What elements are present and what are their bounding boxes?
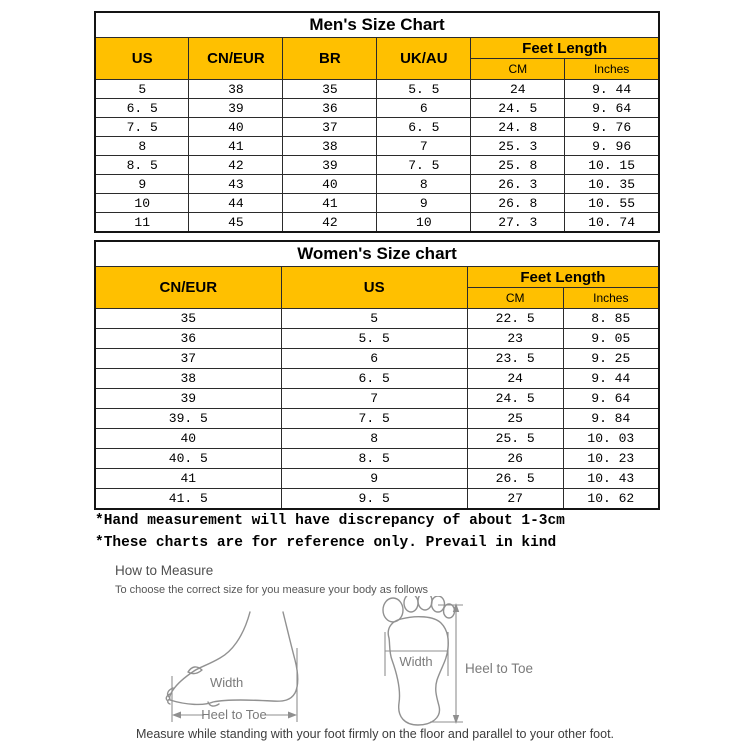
foot-side-sketch xyxy=(166,612,297,706)
womens-table-title: Women's Size chart xyxy=(95,241,659,267)
table-cell: 8. 5 xyxy=(281,449,467,469)
table-cell: 41 xyxy=(189,137,283,156)
table-cell: 42 xyxy=(189,156,283,175)
table-cell: 41. 5 xyxy=(95,489,281,510)
table-cell: 6. 5 xyxy=(95,99,189,118)
table-cell: 9. 76 xyxy=(565,118,659,137)
table-cell: 9 xyxy=(377,194,471,213)
table-cell: 44 xyxy=(189,194,283,213)
table-row xyxy=(95,213,659,233)
table-cell: 9. 25 xyxy=(563,349,659,369)
column-header-us: US xyxy=(95,38,189,80)
table-cell: 10. 15 xyxy=(565,156,659,175)
table-cell: 10 xyxy=(377,213,471,233)
table-row xyxy=(95,118,659,137)
table-cell: 7. 5 xyxy=(281,409,467,429)
table-row xyxy=(95,449,659,469)
table-cell: 9. 44 xyxy=(565,80,659,99)
table-cell: 9. 64 xyxy=(563,389,659,409)
table-cell: 36 xyxy=(95,329,281,349)
table-cell: 27. 3 xyxy=(471,213,565,233)
table-cell: 40 xyxy=(283,175,377,194)
table-cell: 24 xyxy=(471,80,565,99)
table-cell: 9 xyxy=(281,469,467,489)
column-header-cn-eur: CN/EUR xyxy=(95,267,281,309)
table-cell: 10. 55 xyxy=(565,194,659,213)
table-cell: 9. 05 xyxy=(563,329,659,349)
how-to-measure-subtitle: To choose the correct size for you measure your body as follows xyxy=(115,584,429,596)
table-cell: 24. 8 xyxy=(471,118,565,137)
table-row xyxy=(95,194,659,213)
table-cell: 39 xyxy=(189,99,283,118)
table-cell: 11 xyxy=(95,213,189,233)
table-cell: 36 xyxy=(283,99,377,118)
table-row xyxy=(95,99,659,118)
table-cell: 37 xyxy=(95,349,281,369)
table-cell: 9. 5 xyxy=(281,489,467,510)
table-cell: 26. 3 xyxy=(471,175,565,194)
mens-size-table xyxy=(94,11,660,233)
table-cell: 9. 44 xyxy=(563,369,659,389)
table-cell: 5 xyxy=(281,309,467,329)
how-to-measure-title: How to Measure xyxy=(115,563,214,578)
column-header-inches: Inches xyxy=(563,288,659,309)
table-cell: 22. 5 xyxy=(467,309,563,329)
table-row xyxy=(95,369,659,389)
table-cell: 35 xyxy=(95,309,281,329)
column-header-feet-length: Feet Length xyxy=(471,38,659,59)
column-header-cm: CM xyxy=(471,59,565,80)
table-row xyxy=(95,349,659,369)
measure-instruction-caption: Measure while standing with your foot firmly on the floor and parallel to your other foot. xyxy=(135,727,615,741)
table-cell: 8 xyxy=(377,175,471,194)
table-row xyxy=(95,489,659,510)
table-cell: 10. 03 xyxy=(563,429,659,449)
table-cell: 25 xyxy=(467,409,563,429)
mens-size-chart-section xyxy=(94,11,660,233)
table-cell: 9. 64 xyxy=(565,99,659,118)
table-cell: 39 xyxy=(283,156,377,175)
table-cell: 6 xyxy=(281,349,467,369)
table-row xyxy=(95,156,659,175)
table-cell: 35 xyxy=(283,80,377,99)
table-row xyxy=(95,309,659,329)
womens-table-body xyxy=(95,309,659,510)
table-cell: 39 xyxy=(95,389,281,409)
mens-table-body xyxy=(95,80,659,233)
table-row xyxy=(95,175,659,194)
table-cell: 39. 5 xyxy=(95,409,281,429)
table-row xyxy=(95,80,659,99)
table-cell: 41 xyxy=(283,194,377,213)
table-cell: 38 xyxy=(95,369,281,389)
table-cell: 40 xyxy=(189,118,283,137)
womens-size-table xyxy=(94,240,660,510)
table-cell: 10. 35 xyxy=(565,175,659,194)
table-cell: 38 xyxy=(189,80,283,99)
table-cell: 5. 5 xyxy=(281,329,467,349)
column-header-inches: Inches xyxy=(565,59,659,80)
table-cell: 6. 5 xyxy=(281,369,467,389)
table-cell: 7. 5 xyxy=(377,156,471,175)
column-header-cn-eur: CN/EUR xyxy=(189,38,283,80)
column-header-cm: CM xyxy=(467,288,563,309)
table-cell: 37 xyxy=(283,118,377,137)
arrowhead-left-icon xyxy=(172,712,181,719)
arrowhead-down-icon xyxy=(453,715,459,724)
table-row xyxy=(95,329,659,349)
table-cell: 24. 5 xyxy=(467,389,563,409)
table-cell: 8. 85 xyxy=(563,309,659,329)
womens-header-row xyxy=(95,267,659,288)
heel-to-toe-label: Heel to Toe xyxy=(201,707,267,722)
heel-to-toe-measure xyxy=(430,603,463,724)
arrowhead-right-icon xyxy=(288,712,297,719)
table-cell: 25. 5 xyxy=(467,429,563,449)
table-cell: 10. 43 xyxy=(563,469,659,489)
table-cell: 42 xyxy=(283,213,377,233)
column-header-uk-au: UK/AU xyxy=(377,38,471,80)
column-header-feet-length: Feet Length xyxy=(467,267,659,288)
foot-side-view-diagram xyxy=(150,600,320,740)
table-cell: 45 xyxy=(189,213,283,233)
table-cell: 9 xyxy=(95,175,189,194)
table-cell: 24. 5 xyxy=(471,99,565,118)
table-row xyxy=(95,409,659,429)
table-cell: 26. 5 xyxy=(467,469,563,489)
table-cell: 10. 62 xyxy=(563,489,659,510)
table-cell: 25. 3 xyxy=(471,137,565,156)
womens-title-row xyxy=(95,241,659,267)
table-cell: 8. 5 xyxy=(95,156,189,175)
footnotes xyxy=(95,510,565,554)
table-cell: 10. 23 xyxy=(563,449,659,469)
womens-size-chart-section xyxy=(94,240,660,510)
table-cell: 41 xyxy=(95,469,281,489)
table-cell: 23 xyxy=(467,329,563,349)
table-cell: 24 xyxy=(467,369,563,389)
mens-header-row xyxy=(95,38,659,59)
table-cell: 40 xyxy=(95,429,281,449)
heel-to-toe-label: Heel to Toe xyxy=(465,661,534,676)
table-cell: 9. 96 xyxy=(565,137,659,156)
table-cell: 27 xyxy=(467,489,563,510)
table-cell: 7. 5 xyxy=(95,118,189,137)
table-cell: 8 xyxy=(95,137,189,156)
table-cell: 7 xyxy=(377,137,471,156)
table-row xyxy=(95,137,659,156)
width-label: Width xyxy=(210,675,244,690)
table-cell: 43 xyxy=(189,175,283,194)
mens-title-row xyxy=(95,12,659,38)
table-row xyxy=(95,389,659,409)
table-cell: 7 xyxy=(281,389,467,409)
table-cell: 38 xyxy=(283,137,377,156)
table-cell: 6. 5 xyxy=(377,118,471,137)
column-header-us: US xyxy=(281,267,467,309)
table-cell: 40. 5 xyxy=(95,449,281,469)
table-cell: 5 xyxy=(95,80,189,99)
width-label: Width xyxy=(399,654,433,669)
table-cell: 23. 5 xyxy=(467,349,563,369)
table-cell: 26 xyxy=(467,449,563,469)
table-cell: 10 xyxy=(95,194,189,213)
footprint-top-view-diagram xyxy=(368,596,583,736)
footnote-line: *Hand measurement will have discrepancy of about 1-3cm xyxy=(95,513,565,529)
table-row xyxy=(95,469,659,489)
table-cell: 6 xyxy=(377,99,471,118)
table-cell: 9. 84 xyxy=(563,409,659,429)
footnote-line: *These charts are for reference only. Prevail in kind xyxy=(95,535,557,551)
table-cell: 10. 74 xyxy=(565,213,659,233)
table-cell: 26. 8 xyxy=(471,194,565,213)
table-cell: 5. 5 xyxy=(377,80,471,99)
table-cell: 8 xyxy=(281,429,467,449)
table-row xyxy=(95,429,659,449)
mens-table-title: Men's Size Chart xyxy=(95,12,659,38)
column-header-br: BR xyxy=(283,38,377,80)
table-cell: 25. 8 xyxy=(471,156,565,175)
